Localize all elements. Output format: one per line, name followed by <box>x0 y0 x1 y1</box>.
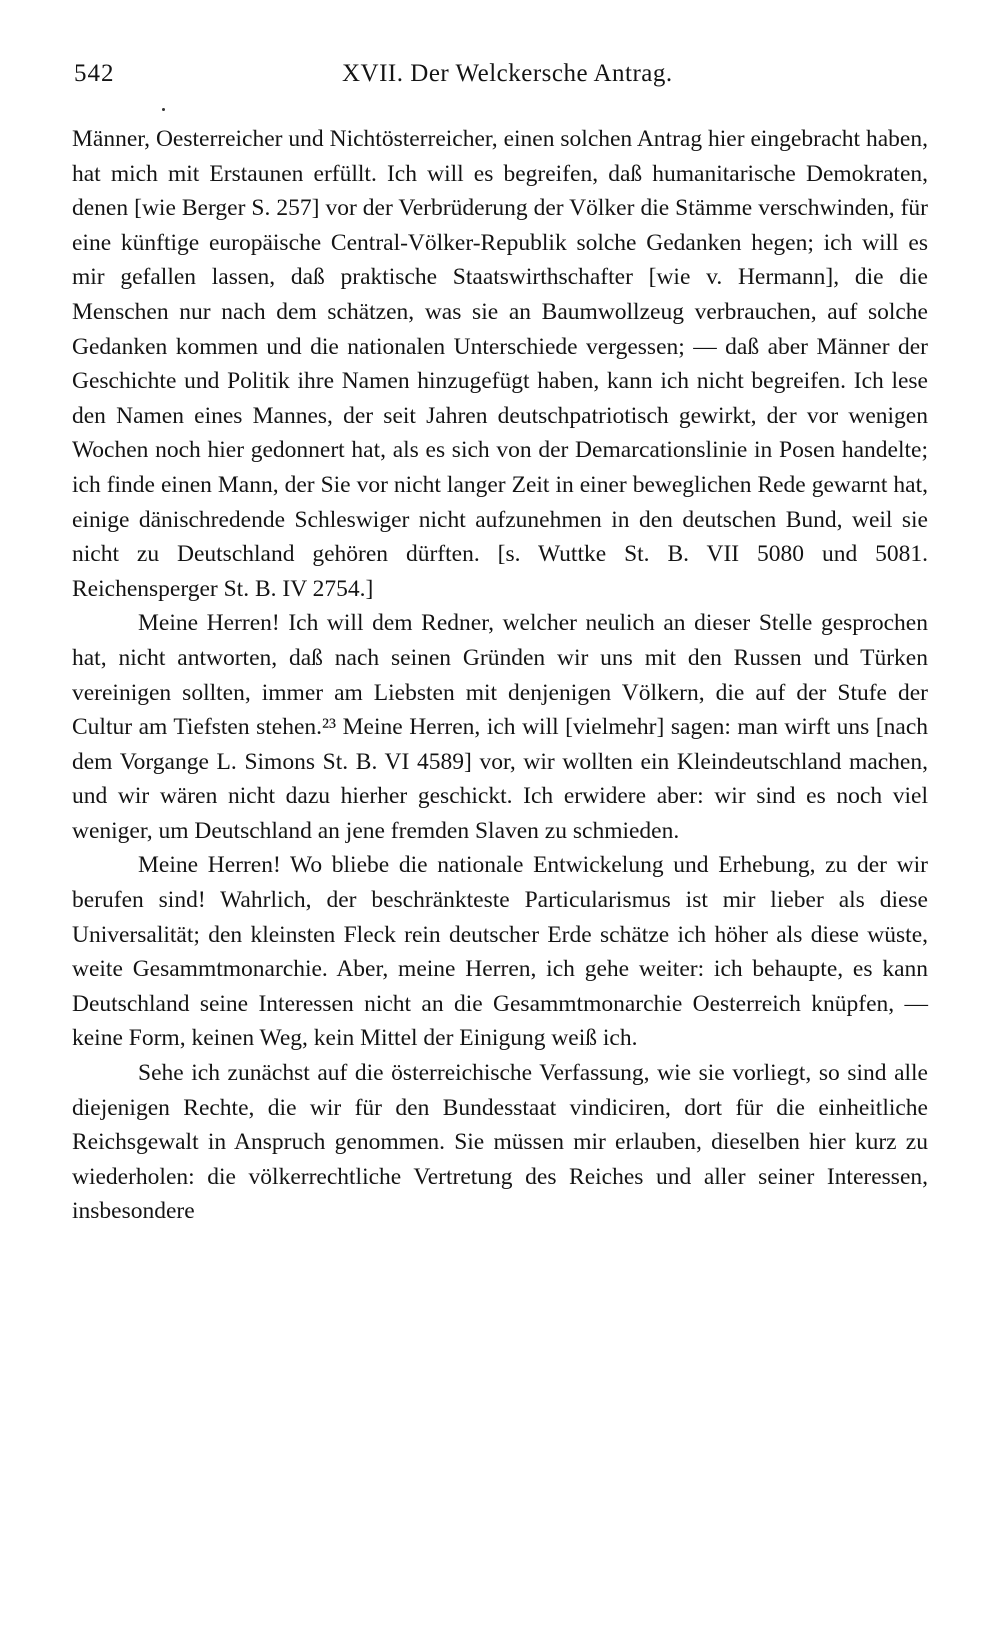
paragraph: Männer, Oesterreicher und Nichtösterreicher, einen solchen Antrag hier eingebracht haben, hat mich mit Erstaunen erfüllt. Ich will es begreifen, daß humanitarische Demokraten, denen [wie Berger S. 257] vor der Verbrüderung der Völker die Stämme verschwinden, für eine künftige europäische Central-Völker-Republik solche Gedanken hegen; ich will es mir gefallen lassen, daß praktische Staatswirthschafter [wie v. Hermann], die die Menschen nur nach dem schätzen, was sie an Baumwollzeug verbrauchen, auf solche Gedanken kommen und die nationalen Unterschiede vergessen; — daß aber Männer der Geschichte und Politik ihre Namen hinzugefügt haben, kann ich nicht begreifen. Ich lese den Namen eines Mannes, der seit Jahren deutschpatriotisch gewirkt, der vor wenigen Wochen noch hier gedonnert hat, als es sich von der Demarcationslinie in Posen handelte; ich finde einen Mann, der Sie vor nicht langer Zeit in einer beweglichen Rede gewarnt hat, einige dänischredende Schleswiger nicht aufzunehmen in den deutschen Bund, weil sie nicht zu Deutschland gehören dürften. [s. Wuttke St. B. VII 5080 und 5081. Reichensperger St. B. IV 2754.] <box>72 126 928 602</box>
paragraph: Meine Herren! Ich will dem Redner, welcher neulich an dieser Stelle gesprochen hat, nicht antworten, daß nach seinen Gründen wir uns mit den Russen und Türken vereinigen sollten, immer am Liebsten mit denjenigen Völkern, die auf der Stufe der Cultur am Tiefsten stehen.²³ Meine Herren, ich will [vielmehr] sagen: man wirft uns [nach dem Vorgange L. Simons St. B. VI 4589] vor, wir wollten ein Kleindeutschland machen, und wir wären nicht dazu hierher geschickt. Ich erwidere aber: wir sind es noch viel weniger, um Deutschland an jene fremden Slaven zu schmieden. <box>72 610 928 844</box>
paragraph: Sehe ich zunächst auf die österreichische Verfassung, wie sie vorliegt, so sind alle diejenigen Rechte, die wir für den Bundesstaat vindiciren, dort für die einheitliche Reichsgewalt in Anspruch genommen. Sie müssen mir erlauben, dieselben hier kurz zu wiederholen: die völkerrechtliche Vertretung des Reiches und aller seiner Interessen, insbesondere <box>72 1060 928 1225</box>
print-speck <box>162 108 165 111</box>
chapter-title: XVII. Der Welckersche Antrag. <box>342 60 673 87</box>
book-page <box>72 52 928 1612</box>
paragraph: Meine Herren! Wo bliebe die nationale Entwickelung und Erhebung, zu der wir berufen sind! Wahrlich, der beschränkteste Particularismus ist mir lieber als diese Universalität; den kleinsten Fleck rein deutscher Erde schätze ich höher als diese wüste, weite Gesammtmonarchie. Aber, meine Herren, ich gehe weiter: ich behaupte, es kann Deutschland seine Interessen nicht an die Gesammtmonarchie Oesterreich knüpfen, — keine Form, keinen Weg, kein Mittel der Einigung weiß ich. <box>72 852 928 1052</box>
body-text <box>72 122 928 1229</box>
page-number: 542 <box>74 60 115 87</box>
running-head <box>72 52 928 98</box>
